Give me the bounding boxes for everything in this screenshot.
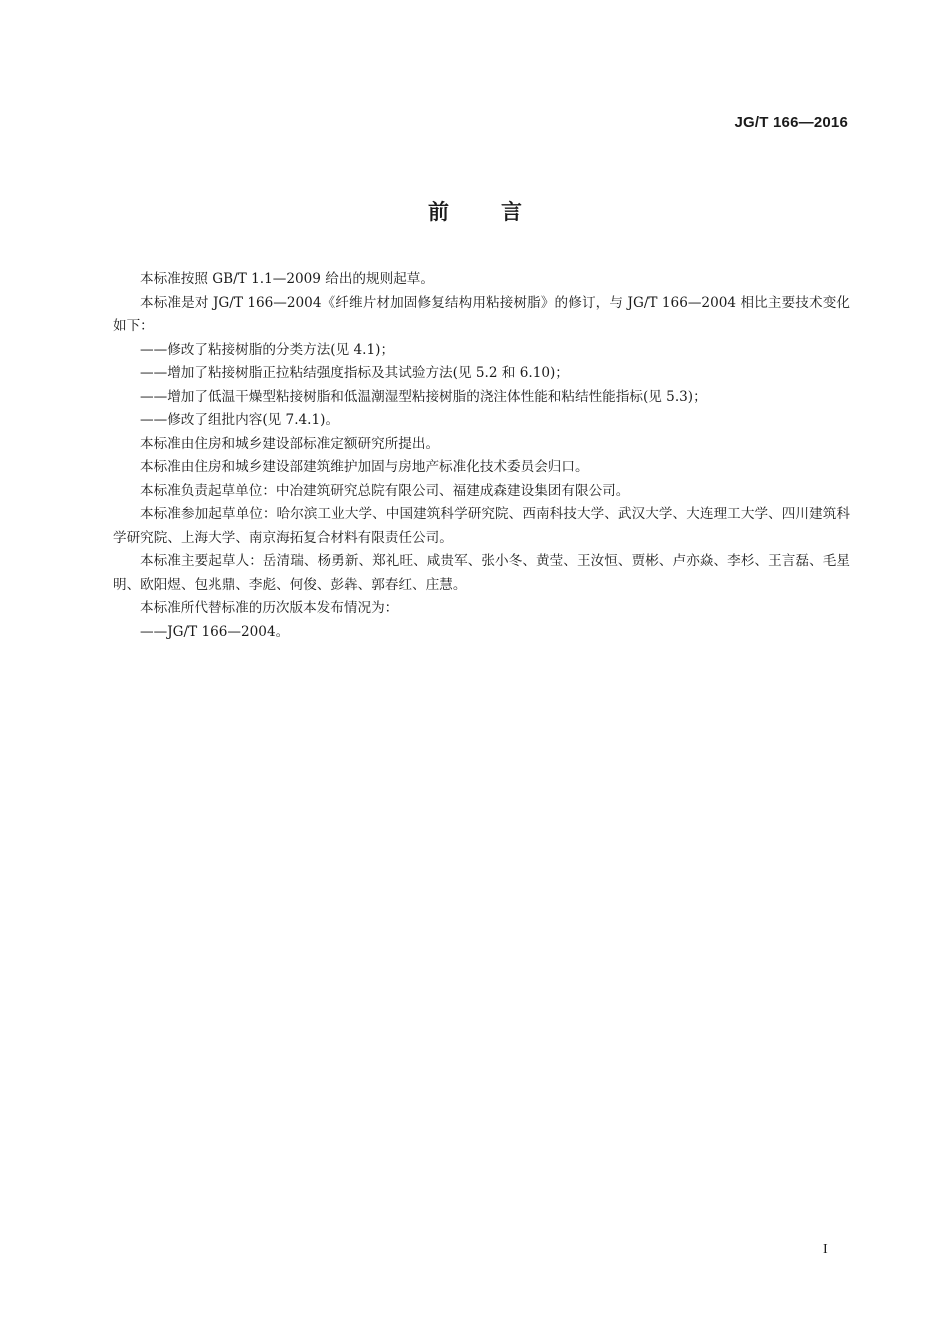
paragraph-lead-drafters: 本标准负责起草单位：中冶建筑研究总院有限公司、福建成森建设集团有限公司。 [140, 482, 630, 499]
paragraph-revision-summary: 本标准是对 JG/T 166—2004《纤维片材加固修复结构用粘接树脂》的修订，与 JG/T 166—2004 相比主要技术变化如下： [113, 294, 850, 334]
change-item-batching: ——修改了组批内容(见 7.4.1)。 [140, 412, 340, 428]
version-history-item: ——JG/T 166—2004。 [140, 623, 290, 640]
paragraph-administered-by: 本标准由住房和城乡建设部建筑维护加固与房地产标准化技术委员会归口。 [140, 459, 589, 475]
page-number: I [823, 1242, 828, 1257]
change-item-tensile-strength: ——增加了粘接树脂正拉粘结强度指标及其试验方法(见 5.2 和 6.10)； [140, 365, 569, 381]
page-title: 前言 [428, 200, 574, 224]
standard-code: JG/T 166—2016 [734, 114, 848, 131]
paragraph-version-history: 本标准所代替标准的历次版本发布情况为： [140, 600, 399, 616]
paragraph-proposed-by: 本标准由住房和城乡建设部标准定额研究所提出。 [140, 435, 440, 452]
paragraph-participating-drafters: 本标准参加起草单位：哈尔滨工业大学、中国建筑科学研究院、西南科技大学、武汉大学、大连理工大学、四川建筑科学研究院、上海大学、南京海拓复合材料有限责任公司。 [113, 506, 850, 546]
paragraph-principal-drafters: 本标准主要起草人：岳清瑞、杨勇新、郑礼旺、咸贵军、张小冬、黄莹、王汝恒、贾彬、卢亦焱、李杉、王言磊、毛星明、欧阳煜、包兆鼎、李彪、何俊、彭犇、郭春红、庄慧。 [113, 553, 850, 593]
change-item-classification: ——修改了粘接树脂的分类方法(见 4.1)； [140, 341, 395, 358]
foreword-body [113, 268, 850, 644]
paragraph-drafting-rules: 本标准按照 GB/T 1.1—2009 给出的规则起草。 [140, 271, 434, 287]
change-item-low-temperature: ——增加了低温干燥型粘接树脂和低温潮湿型粘接树脂的浇注体性能和粘结性能指标(见 5.3)； [140, 388, 707, 405]
